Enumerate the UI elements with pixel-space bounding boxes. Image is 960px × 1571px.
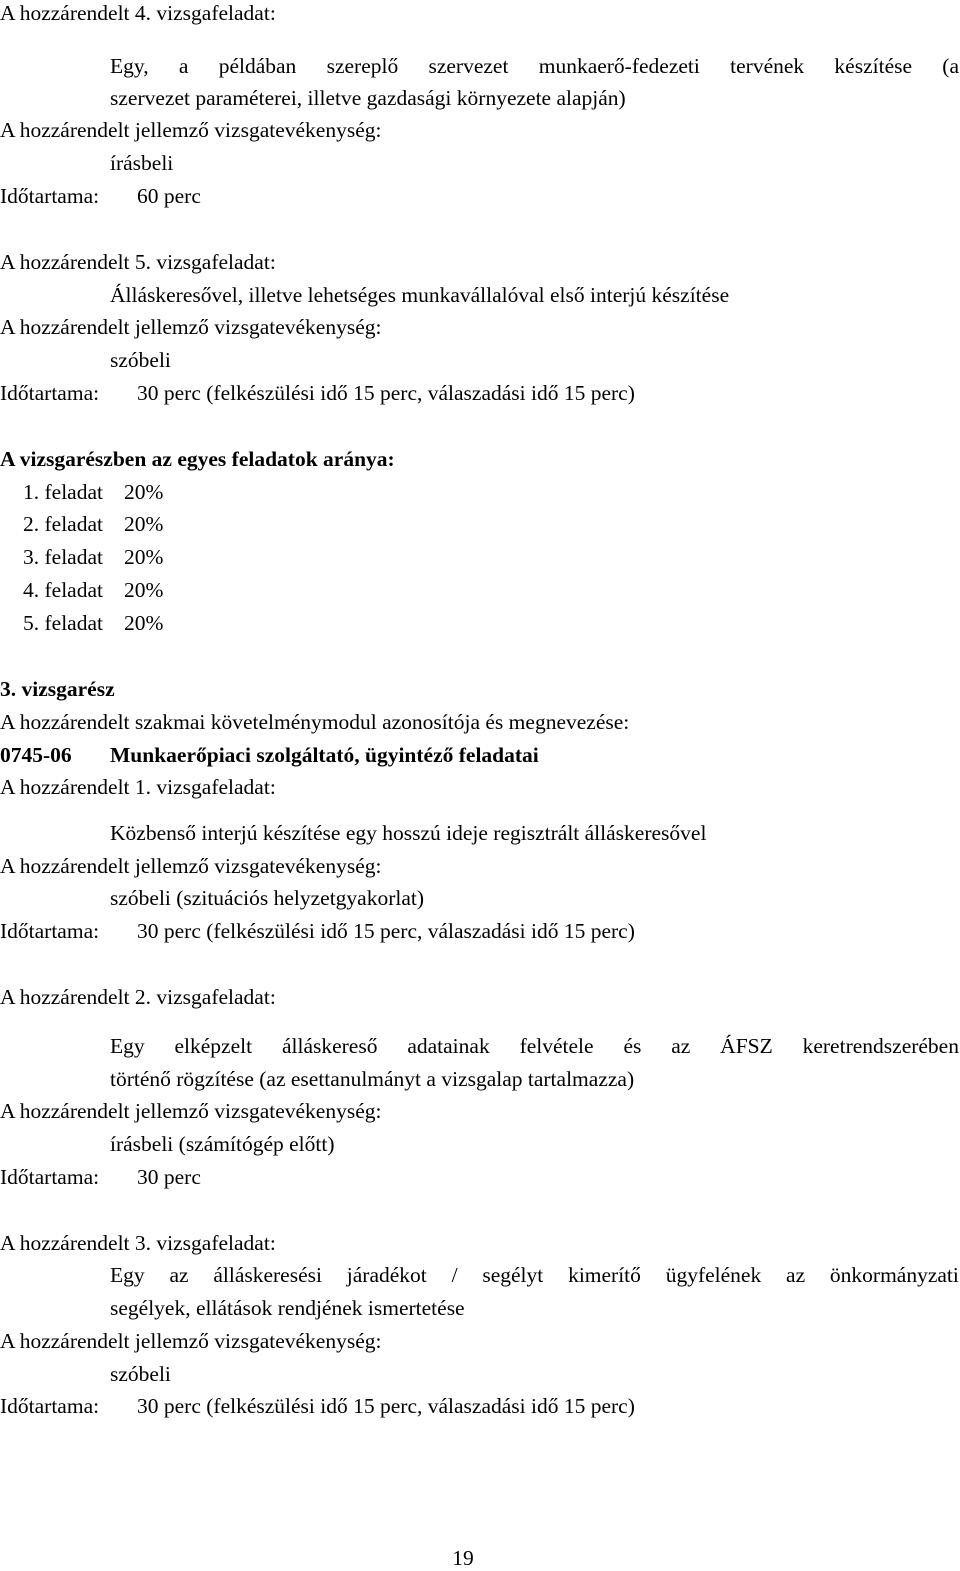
ratio-task-label: 5. feladat	[23, 611, 103, 635]
description-word: kimerítő	[568, 1263, 641, 1287]
task4-activity-label: A hozzárendelt jellemző vizsgatevékenység:	[0, 118, 382, 142]
p3task1-description: Közbenső interjú készítése egy hosszú ideje regisztrált álláskeresővel	[110, 821, 707, 845]
description-word: Egy,	[110, 54, 149, 78]
ratio-value: 20%	[124, 611, 164, 635]
description-word: /	[451, 1263, 458, 1287]
p3task2-description-line1	[110, 1033, 959, 1059]
description-word: munkaerő-fedezeti	[538, 54, 700, 78]
task4-description-line2: szervezet paraméterei, illetve gazdasági környezete alapján)	[110, 86, 626, 110]
ratio-row	[23, 479, 163, 505]
task4-duration	[0, 183, 201, 209]
description-word: a	[178, 54, 189, 78]
description-word: álláskeresési	[213, 1263, 322, 1287]
module-code: 0745-06	[0, 743, 72, 767]
duration-label: Időtartama:	[0, 381, 100, 405]
duration-label: Időtartama:	[0, 919, 100, 943]
task4-description-line1	[110, 53, 959, 79]
description-word: álláskereső	[281, 1034, 378, 1058]
part3-heading: 3. vizsgarész	[0, 677, 115, 701]
module-name: Munkaerőpiaci szolgáltató, ügyintéző feladatai	[110, 743, 539, 767]
description-word: és	[623, 1034, 642, 1058]
p3task1-header: A hozzárendelt 1. vizsgafeladat:	[0, 775, 276, 799]
description-word: járadékot	[346, 1263, 427, 1287]
duration-label: Időtartama:	[0, 1165, 100, 1189]
description-word: tervének	[730, 54, 805, 78]
p3task1-duration	[0, 918, 635, 944]
module-label: A hozzárendelt szakmai követelménymodul azonosítója és megnevezése:	[0, 710, 630, 734]
description-word: készítése	[834, 54, 913, 78]
task4-activity: írásbeli	[110, 151, 174, 175]
ratio-row	[23, 544, 163, 570]
duration-value: 30 perc (felkészülési idő 15 perc, válaszadási idő 15 perc)	[137, 1394, 635, 1418]
description-word: ÁFSZ	[720, 1034, 773, 1058]
description-word: szereplő	[326, 54, 399, 78]
ratio-row	[23, 511, 163, 537]
p3task3-description-line2: segélyek, ellátások rendjének ismertetése	[110, 1296, 465, 1320]
task5-duration	[0, 380, 635, 406]
p3task2-activity-label: A hozzárendelt jellemző vizsgatevékenység:	[0, 1099, 382, 1123]
description-word: keretrendszerében	[802, 1034, 959, 1058]
task5-header: A hozzárendelt 5. vizsgafeladat:	[0, 250, 276, 274]
description-word: példában	[218, 54, 297, 78]
description-word: Egy	[110, 1034, 145, 1058]
ratio-heading: A vizsgarészben az egyes feladatok aránya:	[0, 447, 395, 471]
description-word: az	[786, 1263, 806, 1287]
duration-value: 30 perc (felkészülési idő 15 perc, válaszadási idő 15 perc)	[137, 919, 635, 943]
ratio-value: 20%	[124, 480, 164, 504]
description-word: ügyfelének	[665, 1263, 762, 1287]
description-word: adatainak	[407, 1034, 490, 1058]
task5-description: Álláskeresővel, illetve lehetséges munkavállalóval első interjú készítése	[110, 283, 730, 307]
p3task3-description-line1	[110, 1262, 959, 1288]
ratio-task-label: 3. feladat	[23, 545, 103, 569]
description-word: segélyt	[482, 1263, 544, 1287]
duration-value: 30 perc (felkészülési idő 15 perc, válaszadási idő 15 perc)	[137, 381, 635, 405]
ratio-task-label: 1. feladat	[23, 480, 103, 504]
p3task2-header: A hozzárendelt 2. vizsgafeladat:	[0, 985, 276, 1009]
ratio-row	[23, 610, 163, 636]
p3task2-duration	[0, 1164, 201, 1190]
p3task3-activity: szóbeli	[110, 1362, 171, 1386]
ratio-row	[23, 577, 163, 603]
duration-value: 60 perc	[137, 184, 201, 208]
task5-activity-label: A hozzárendelt jellemző vizsgatevékenység:	[0, 315, 382, 339]
task4-header: A hozzárendelt 4. vizsgafeladat:	[0, 1, 276, 25]
ratio-task-label: 4. feladat	[23, 578, 103, 602]
description-word: az	[671, 1034, 691, 1058]
ratio-value: 20%	[124, 578, 164, 602]
p3task3-duration	[0, 1393, 635, 1419]
p3task2-description-line2: történő rögzítése (az esettanulmányt a vizsgalap tartalmazza)	[110, 1067, 635, 1091]
task5-activity: szóbeli	[110, 348, 171, 372]
duration-value: 30 perc	[137, 1165, 201, 1189]
description-word: önkormányzati	[829, 1263, 959, 1287]
description-word: az	[169, 1263, 189, 1287]
p3task1-activity-label: A hozzárendelt jellemző vizsgatevékenység:	[0, 854, 382, 878]
description-word: (a	[942, 54, 959, 78]
description-word: elképzelt	[174, 1034, 253, 1058]
description-word: felvétele	[519, 1034, 594, 1058]
description-word: szervezet	[428, 54, 509, 78]
page-number: 19	[452, 1546, 474, 1570]
p3task2-activity: írásbeli (számítógép előtt)	[110, 1132, 335, 1156]
ratio-value: 20%	[124, 512, 164, 536]
module-line	[0, 742, 539, 768]
ratio-value: 20%	[124, 545, 164, 569]
duration-label: Időtartama:	[0, 184, 100, 208]
ratio-task-label: 2. feladat	[23, 512, 103, 536]
description-word: Egy	[110, 1263, 145, 1287]
p3task3-header: A hozzárendelt 3. vizsgafeladat:	[0, 1231, 276, 1255]
duration-label: Időtartama:	[0, 1394, 100, 1418]
p3task3-activity-label: A hozzárendelt jellemző vizsgatevékenység:	[0, 1329, 382, 1353]
p3task1-activity: szóbeli (szituációs helyzetgyakorlat)	[110, 886, 425, 910]
